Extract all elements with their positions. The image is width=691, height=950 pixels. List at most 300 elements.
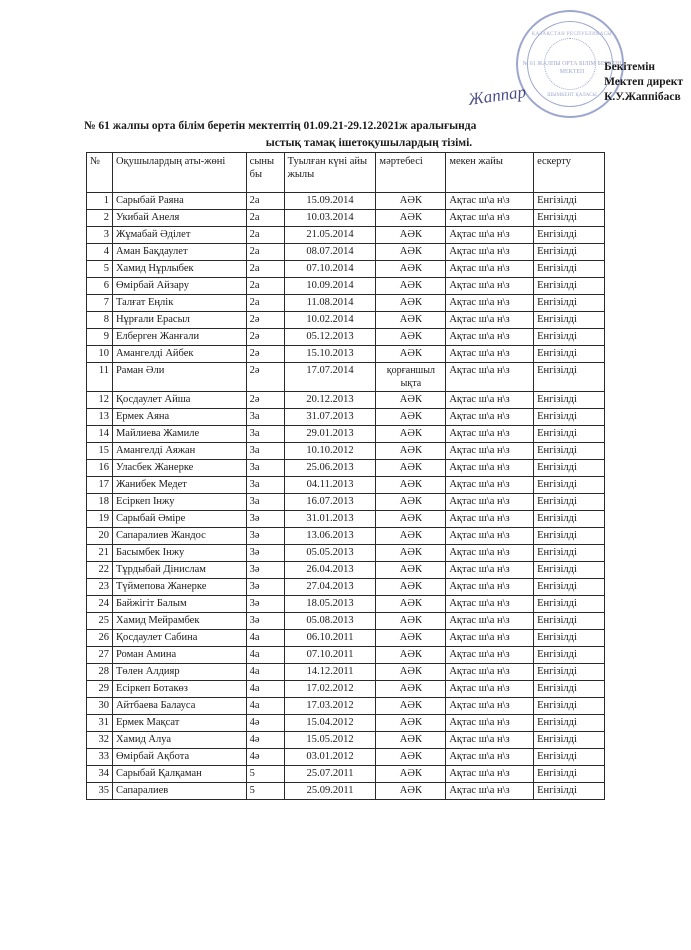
row-address: Ақтас ш\а н\з bbox=[446, 244, 534, 261]
row-address: Ақтас ш\а н\з bbox=[446, 392, 534, 409]
row-status: АӘК bbox=[376, 528, 446, 545]
row-num: 25 bbox=[87, 613, 113, 630]
row-address: Ақтас ш\а н\з bbox=[446, 647, 534, 664]
row-address: Ақтас ш\а н\з bbox=[446, 329, 534, 346]
row-class: 3ә bbox=[246, 511, 284, 528]
row-name: Аман Бақдаулет bbox=[112, 244, 246, 261]
row-num: 5 bbox=[87, 261, 113, 278]
row-address: Ақтас ш\а н\з bbox=[446, 562, 534, 579]
row-name: Ермек Мақсат bbox=[112, 715, 246, 732]
row-num: 17 bbox=[87, 477, 113, 494]
row-address: Ақтас ш\а н\з bbox=[446, 630, 534, 647]
table-row bbox=[87, 363, 605, 392]
row-birth: 25.06.2013 bbox=[284, 460, 376, 477]
row-birth: 26.04.2013 bbox=[284, 562, 376, 579]
table-row bbox=[87, 698, 605, 715]
row-birth: 05.05.2013 bbox=[284, 545, 376, 562]
row-num: 11 bbox=[87, 363, 113, 392]
row-status: АӘК bbox=[376, 664, 446, 681]
row-name: Жанибек Медет bbox=[112, 477, 246, 494]
table-header-row bbox=[87, 153, 605, 193]
row-name: Өмірбай Ақбота bbox=[112, 749, 246, 766]
row-birth: 20.12.2013 bbox=[284, 392, 376, 409]
table-row bbox=[87, 511, 605, 528]
row-address: Ақтас ш\а н\з bbox=[446, 227, 534, 244]
row-note: Енгізілді bbox=[534, 278, 605, 295]
row-class: 3а bbox=[246, 426, 284, 443]
row-note: Енгізілді bbox=[534, 511, 605, 528]
row-note: Енгізілді bbox=[534, 244, 605, 261]
row-num: 22 bbox=[87, 562, 113, 579]
row-birth: 17.03.2012 bbox=[284, 698, 376, 715]
row-class: 3а bbox=[246, 494, 284, 511]
row-name: Жұмабай Әділет bbox=[112, 227, 246, 244]
row-address: Ақтас ш\а н\з bbox=[446, 210, 534, 227]
approval-line-1: Бекітемін bbox=[604, 61, 656, 73]
row-status: АӘК bbox=[376, 426, 446, 443]
row-note: Енгізілді bbox=[534, 613, 605, 630]
column-header-birth: Туылған күні айы жылы bbox=[284, 153, 376, 193]
row-status: АӘК bbox=[376, 715, 446, 732]
table-row bbox=[87, 783, 605, 800]
row-num: 24 bbox=[87, 596, 113, 613]
row-note: Енгізілді bbox=[534, 295, 605, 312]
row-name: Есіркеп Ботакөз bbox=[112, 681, 246, 698]
table-row bbox=[87, 426, 605, 443]
table-row bbox=[87, 392, 605, 409]
row-num: 19 bbox=[87, 511, 113, 528]
row-note: Енгізілді bbox=[534, 715, 605, 732]
table-row bbox=[87, 329, 605, 346]
stamp-mid-text: № 61 ЖАЛПЫ ОРТА БІЛІМ БЕРЕТІН МЕКТЕП bbox=[522, 61, 622, 75]
table-row bbox=[87, 579, 605, 596]
students-table bbox=[86, 152, 605, 800]
row-birth: 15.10.2013 bbox=[284, 346, 376, 363]
row-birth: 11.08.2014 bbox=[284, 295, 376, 312]
row-note: Енгізілді bbox=[534, 630, 605, 647]
row-num: 33 bbox=[87, 749, 113, 766]
row-note: Енгізілді bbox=[534, 681, 605, 698]
stamp-and-approval-block bbox=[460, 8, 685, 118]
row-name: Амангелді Аяжан bbox=[112, 443, 246, 460]
row-num: 12 bbox=[87, 392, 113, 409]
row-num: 7 bbox=[87, 295, 113, 312]
table-row bbox=[87, 630, 605, 647]
row-num: 35 bbox=[87, 783, 113, 800]
row-note: Енгізілді bbox=[534, 528, 605, 545]
row-note: Енгізілді bbox=[534, 698, 605, 715]
row-status: АӘК bbox=[376, 409, 446, 426]
row-birth: 13.06.2013 bbox=[284, 528, 376, 545]
row-note: Енгізілді bbox=[534, 545, 605, 562]
row-num: 9 bbox=[87, 329, 113, 346]
table-row bbox=[87, 346, 605, 363]
row-address: Ақтас ш\а н\з bbox=[446, 511, 534, 528]
row-note: Енгізілді bbox=[534, 346, 605, 363]
row-birth: 17.02.2012 bbox=[284, 681, 376, 698]
row-note: Енгізілді bbox=[534, 477, 605, 494]
column-header-note: ескерту bbox=[534, 153, 605, 193]
row-birth: 25.09.2011 bbox=[284, 783, 376, 800]
row-birth: 15.05.2012 bbox=[284, 732, 376, 749]
row-address: Ақтас ш\а н\з bbox=[446, 732, 534, 749]
row-name: Сапаралиев bbox=[112, 783, 246, 800]
row-class: 4ә bbox=[246, 749, 284, 766]
row-num: 14 bbox=[87, 426, 113, 443]
row-class: 4ә bbox=[246, 715, 284, 732]
row-class: 3ә bbox=[246, 579, 284, 596]
row-address: Ақтас ш\а н\з bbox=[446, 579, 534, 596]
row-status: АӘК bbox=[376, 295, 446, 312]
row-address: Ақтас ш\а н\з bbox=[446, 261, 534, 278]
row-status: АӘК bbox=[376, 613, 446, 630]
row-name: Сарыбай Раяна bbox=[112, 193, 246, 210]
document-title-line-2: ыстық тамақ ішетоқушылардың тізімі. bbox=[265, 137, 473, 149]
row-address: Ақтас ш\а н\з bbox=[446, 715, 534, 732]
row-birth: 05.12.2013 bbox=[284, 329, 376, 346]
row-class: 2а bbox=[246, 244, 284, 261]
row-class: 2а bbox=[246, 295, 284, 312]
table-row bbox=[87, 528, 605, 545]
row-address: Ақтас ш\а н\з bbox=[446, 295, 534, 312]
row-note: Енгізілді bbox=[534, 664, 605, 681]
approval-line-3: К.У.Жаппібасв bbox=[604, 91, 681, 103]
row-status: АӘК bbox=[376, 346, 446, 363]
row-class: 2а bbox=[246, 193, 284, 210]
row-name: Хамид Нұрлыбек bbox=[112, 261, 246, 278]
row-num: 10 bbox=[87, 346, 113, 363]
table-row bbox=[87, 647, 605, 664]
row-birth: 10.03.2014 bbox=[284, 210, 376, 227]
row-note: Енгізілді bbox=[534, 443, 605, 460]
row-note: Енгізілді bbox=[534, 392, 605, 409]
row-class: 2ә bbox=[246, 346, 284, 363]
row-class: 3а bbox=[246, 443, 284, 460]
row-birth: 15.04.2012 bbox=[284, 715, 376, 732]
row-class: 4а bbox=[246, 647, 284, 664]
row-status: АӘК bbox=[376, 210, 446, 227]
table-row bbox=[87, 545, 605, 562]
row-note: Енгізілді bbox=[534, 766, 605, 783]
row-num: 28 bbox=[87, 664, 113, 681]
row-name: Хамид Алуа bbox=[112, 732, 246, 749]
row-status: АӘК bbox=[376, 494, 446, 511]
row-birth: 14.12.2011 bbox=[284, 664, 376, 681]
row-num: 4 bbox=[87, 244, 113, 261]
row-address: Ақтас ш\а н\з bbox=[446, 664, 534, 681]
document-title bbox=[84, 118, 624, 152]
row-num: 26 bbox=[87, 630, 113, 647]
row-name: Роман Амина bbox=[112, 647, 246, 664]
row-num: 34 bbox=[87, 766, 113, 783]
row-status: АӘК bbox=[376, 545, 446, 562]
row-name: Байжігіт Балым bbox=[112, 596, 246, 613]
table-row bbox=[87, 443, 605, 460]
table-row bbox=[87, 715, 605, 732]
row-name: Қосдаулет Сабина bbox=[112, 630, 246, 647]
row-name: Өмірбай Айзару bbox=[112, 278, 246, 295]
row-address: Ақтас ш\а н\з bbox=[446, 460, 534, 477]
row-address: Ақтас ш\а н\з bbox=[446, 409, 534, 426]
row-status: АӘК bbox=[376, 647, 446, 664]
row-status: АӘК bbox=[376, 511, 446, 528]
row-num: 13 bbox=[87, 409, 113, 426]
row-birth: 03.01.2012 bbox=[284, 749, 376, 766]
row-status: АӘК bbox=[376, 460, 446, 477]
row-class: 3а bbox=[246, 460, 284, 477]
column-header-class: сыны бы bbox=[246, 153, 284, 193]
document-title-line-1: № 61 жалпы орта білім беретін мектептің 01.09.21-29.12.2021ж аралығында bbox=[84, 120, 477, 132]
row-num: 2 bbox=[87, 210, 113, 227]
row-address: Ақтас ш\а н\з bbox=[446, 193, 534, 210]
row-birth: 10.09.2014 bbox=[284, 278, 376, 295]
row-status: АӘК bbox=[376, 392, 446, 409]
row-name: Елберген Жанғали bbox=[112, 329, 246, 346]
row-birth: 16.07.2013 bbox=[284, 494, 376, 511]
column-header-address: мекен жайы bbox=[446, 153, 534, 193]
row-name: Хамид Мейрамбек bbox=[112, 613, 246, 630]
director-signature: Жаппар bbox=[466, 82, 528, 109]
row-note: Енгізілді bbox=[534, 460, 605, 477]
row-class: 5 bbox=[246, 783, 284, 800]
table-row bbox=[87, 766, 605, 783]
row-name: Сапаралиев Жандос bbox=[112, 528, 246, 545]
row-class: 2ә bbox=[246, 329, 284, 346]
table-row bbox=[87, 477, 605, 494]
row-class: 2ә bbox=[246, 363, 284, 392]
table-row bbox=[87, 562, 605, 579]
row-status: АӘК bbox=[376, 698, 446, 715]
stamp-top-text: ҚАЗАҚСТАН РЕСПУБЛИКАСЫ bbox=[531, 32, 613, 37]
row-birth: 18.05.2013 bbox=[284, 596, 376, 613]
column-header-name: Оқушылардың аты-жөні bbox=[112, 153, 246, 193]
row-class: 3ә bbox=[246, 613, 284, 630]
row-status: АӘК bbox=[376, 766, 446, 783]
row-name: Сарыбай Әміре bbox=[112, 511, 246, 528]
table-row bbox=[87, 261, 605, 278]
row-birth: 25.07.2011 bbox=[284, 766, 376, 783]
row-num: 18 bbox=[87, 494, 113, 511]
row-status: АӘК bbox=[376, 244, 446, 261]
row-note: Енгізілді bbox=[534, 732, 605, 749]
row-num: 30 bbox=[87, 698, 113, 715]
table-row bbox=[87, 596, 605, 613]
table-row bbox=[87, 193, 605, 210]
row-name: Қосдаулет Айша bbox=[112, 392, 246, 409]
row-address: Ақтас ш\а н\з bbox=[446, 766, 534, 783]
row-num: 31 bbox=[87, 715, 113, 732]
row-status: АӘК bbox=[376, 477, 446, 494]
row-name: Майлиева Жамиле bbox=[112, 426, 246, 443]
row-class: 3ә bbox=[246, 545, 284, 562]
row-birth: 06.10.2011 bbox=[284, 630, 376, 647]
row-birth: 10.02.2014 bbox=[284, 312, 376, 329]
table-body bbox=[87, 193, 605, 800]
row-birth: 07.10.2011 bbox=[284, 647, 376, 664]
row-birth: 27.04.2013 bbox=[284, 579, 376, 596]
row-address: Ақтас ш\а н\з bbox=[446, 363, 534, 392]
table-row bbox=[87, 664, 605, 681]
row-birth: 21.05.2014 bbox=[284, 227, 376, 244]
row-address: Ақтас ш\а н\з bbox=[446, 749, 534, 766]
row-status: АӘК bbox=[376, 579, 446, 596]
row-num: 16 bbox=[87, 460, 113, 477]
row-class: 4а bbox=[246, 681, 284, 698]
row-class: 5 bbox=[246, 766, 284, 783]
row-address: Ақтас ш\а н\з bbox=[446, 312, 534, 329]
row-num: 32 bbox=[87, 732, 113, 749]
row-address: Ақтас ш\а н\з bbox=[446, 426, 534, 443]
table-row bbox=[87, 278, 605, 295]
row-name: Төлен Алдияр bbox=[112, 664, 246, 681]
row-name: Басымбек Інжу bbox=[112, 545, 246, 562]
row-status: АӘК bbox=[376, 596, 446, 613]
row-note: Енгізілді bbox=[534, 426, 605, 443]
row-num: 1 bbox=[87, 193, 113, 210]
table-row bbox=[87, 295, 605, 312]
row-note: Енгізілді bbox=[534, 210, 605, 227]
row-name: Айтбаева Балауса bbox=[112, 698, 246, 715]
row-address: Ақтас ш\а н\з bbox=[446, 613, 534, 630]
row-class: 4а bbox=[246, 664, 284, 681]
row-num: 29 bbox=[87, 681, 113, 698]
approval-text bbox=[604, 60, 683, 105]
row-note: Енгізілді bbox=[534, 562, 605, 579]
row-name: Талғат Еңлік bbox=[112, 295, 246, 312]
row-address: Ақтас ш\а н\з bbox=[446, 681, 534, 698]
row-note: Енгізілді bbox=[534, 647, 605, 664]
row-birth: 15.09.2014 bbox=[284, 193, 376, 210]
row-num: 21 bbox=[87, 545, 113, 562]
row-note: Енгізілді bbox=[534, 494, 605, 511]
row-class: 2а bbox=[246, 227, 284, 244]
row-status: АӘК bbox=[376, 783, 446, 800]
stamp-bottom-text: ШЫМКЕНТ ҚАЛАСЫ bbox=[547, 93, 597, 98]
row-birth: 31.01.2013 bbox=[284, 511, 376, 528]
row-address: Ақтас ш\а н\з bbox=[446, 278, 534, 295]
row-num: 20 bbox=[87, 528, 113, 545]
row-address: Ақтас ш\а н\з bbox=[446, 545, 534, 562]
row-class: 3ә bbox=[246, 596, 284, 613]
row-name: Есіркеп Інжу bbox=[112, 494, 246, 511]
table-row bbox=[87, 227, 605, 244]
row-num: 3 bbox=[87, 227, 113, 244]
row-birth: 29.01.2013 bbox=[284, 426, 376, 443]
row-name: Уласбек Жанерке bbox=[112, 460, 246, 477]
row-name: Сарыбай Қалқаман bbox=[112, 766, 246, 783]
table-row bbox=[87, 681, 605, 698]
row-name: Ермек Аяна bbox=[112, 409, 246, 426]
table-row bbox=[87, 244, 605, 261]
row-address: Ақтас ш\а н\з bbox=[446, 443, 534, 460]
row-status: АӘК bbox=[376, 562, 446, 579]
row-note: Енгізілді bbox=[534, 409, 605, 426]
row-name: Түймепова Жанерке bbox=[112, 579, 246, 596]
row-status: қорғаншыл ықта bbox=[376, 363, 446, 392]
row-num: 15 bbox=[87, 443, 113, 460]
row-class: 2а bbox=[246, 261, 284, 278]
row-note: Енгізілді bbox=[534, 596, 605, 613]
table-row bbox=[87, 312, 605, 329]
row-class: 3а bbox=[246, 409, 284, 426]
row-status: АӘК bbox=[376, 261, 446, 278]
row-note: Енгізілді bbox=[534, 193, 605, 210]
row-address: Ақтас ш\а н\з bbox=[446, 346, 534, 363]
row-address: Ақтас ш\а н\з bbox=[446, 783, 534, 800]
row-class: 4ә bbox=[246, 732, 284, 749]
row-birth: 08.07.2014 bbox=[284, 244, 376, 261]
row-name: Укибай Анеля bbox=[112, 210, 246, 227]
table-row bbox=[87, 613, 605, 630]
row-name: Раман Әли bbox=[112, 363, 246, 392]
approval-line-2: Мектеп директ bbox=[604, 76, 683, 88]
row-class: 4а bbox=[246, 698, 284, 715]
row-address: Ақтас ш\а н\з bbox=[446, 477, 534, 494]
row-note: Енгізілді bbox=[534, 312, 605, 329]
row-class: 4а bbox=[246, 630, 284, 647]
table-row bbox=[87, 460, 605, 477]
row-num: 6 bbox=[87, 278, 113, 295]
table-row bbox=[87, 732, 605, 749]
table-row bbox=[87, 210, 605, 227]
row-num: 8 bbox=[87, 312, 113, 329]
row-birth: 05.08.2013 bbox=[284, 613, 376, 630]
row-status: АӘК bbox=[376, 329, 446, 346]
row-num: 23 bbox=[87, 579, 113, 596]
table-row bbox=[87, 494, 605, 511]
row-note: Енгізілді bbox=[534, 783, 605, 800]
column-header-status: мәртебесі bbox=[376, 153, 446, 193]
row-status: АӘК bbox=[376, 278, 446, 295]
row-class: 2а bbox=[246, 278, 284, 295]
row-birth: 10.10.2012 bbox=[284, 443, 376, 460]
table-row bbox=[87, 749, 605, 766]
row-status: АӘК bbox=[376, 227, 446, 244]
row-birth: 31.07.2013 bbox=[284, 409, 376, 426]
row-address: Ақтас ш\а н\з bbox=[446, 528, 534, 545]
row-birth: 07.10.2014 bbox=[284, 261, 376, 278]
row-note: Енгізілді bbox=[534, 261, 605, 278]
row-name: Нұрғали Ерасыл bbox=[112, 312, 246, 329]
row-class: 3ә bbox=[246, 528, 284, 545]
row-note: Енгізілді bbox=[534, 329, 605, 346]
row-note: Енгізілді bbox=[534, 363, 605, 392]
row-note: Енгізілді bbox=[534, 579, 605, 596]
row-status: АӘК bbox=[376, 732, 446, 749]
row-status: АӘК bbox=[376, 193, 446, 210]
table-header bbox=[87, 153, 605, 193]
row-class: 3ә bbox=[246, 562, 284, 579]
row-birth: 04.11.2013 bbox=[284, 477, 376, 494]
row-class: 2ә bbox=[246, 312, 284, 329]
row-num: 27 bbox=[87, 647, 113, 664]
row-address: Ақтас ш\а н\з bbox=[446, 494, 534, 511]
table-row bbox=[87, 409, 605, 426]
row-status: АӘК bbox=[376, 749, 446, 766]
row-address: Ақтас ш\а н\з bbox=[446, 596, 534, 613]
row-note: Енгізілді bbox=[534, 749, 605, 766]
row-status: АӘК bbox=[376, 312, 446, 329]
row-class: 2а bbox=[246, 210, 284, 227]
row-birth: 17.07.2014 bbox=[284, 363, 376, 392]
row-name: Амангелді Айбек bbox=[112, 346, 246, 363]
row-class: 3а bbox=[246, 477, 284, 494]
column-header-num: № bbox=[87, 153, 113, 193]
row-note: Енгізілді bbox=[534, 227, 605, 244]
row-status: АӘК bbox=[376, 630, 446, 647]
row-class: 2ә bbox=[246, 392, 284, 409]
row-name: Тұрдыбай Дінислам bbox=[112, 562, 246, 579]
